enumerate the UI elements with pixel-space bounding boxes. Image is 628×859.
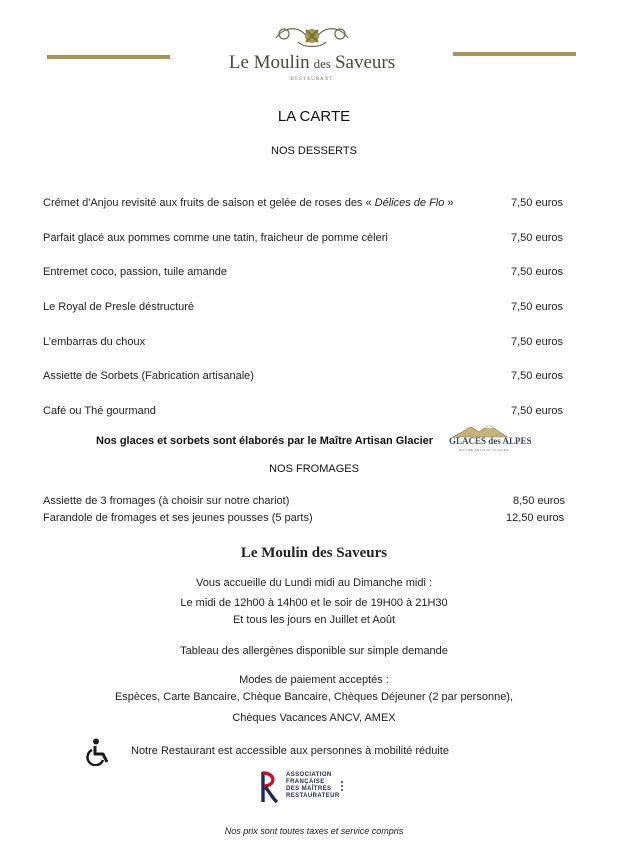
dessert-item: Entremet coco, passion, tuile amande (43, 266, 228, 278)
vertical-dots-icon (340, 780, 344, 792)
maitres-restaurateurs-logo (258, 770, 358, 804)
glaces-note: Nos glaces et sorbets sont élaborés par le Maître Artisan Glacier (96, 435, 434, 447)
dessert-item: Café ou Thé gourmand (43, 405, 156, 417)
payment-line-2: Chèques Vacances ANCV, AMEX (232, 712, 396, 724)
hours-line-2: Le midi de 12h00 à 14h00 et le soir de 19H00 à 21H30 (180, 597, 448, 609)
dessert-price: 7,50 euros (511, 197, 563, 209)
fromage-item: Assiette de 3 fromages (à choisir sur notre chariot) (43, 495, 290, 507)
fromage-price: 8,50 euros (513, 495, 565, 507)
prices-footer-note: Nos prix sont toutes taxes et service compris (224, 826, 404, 836)
dessert-item: L’embarras du choux (43, 336, 146, 348)
hours-line-3: Et tous les jours en Juillet et Août (232, 614, 396, 626)
fromage-price: 12,50 euros (506, 512, 565, 524)
hours-line-1: Vous accueille du Lundi midi au Dimanche midi : (195, 577, 433, 589)
dessert-price: 7,50 euros (511, 301, 563, 313)
dessert-item: Assiette de Sorbets (Fabrication artisanale) (43, 370, 254, 382)
accessibility-note: Notre Restaurant est accessible aux personnes à mobilité réduite (131, 745, 449, 757)
fromage-item: Farandole de fromages et ses jeunes pousses (5 parts) (43, 512, 313, 524)
page-title: LA CARTE (277, 108, 351, 125)
glaces-des-alpes-logo: GLACES des ALPES MAÎTRE ARTISAN GLACIER (449, 424, 519, 454)
right-gold-bar (453, 52, 576, 56)
restaurant-name: Le Moulin des Saveurs (240, 545, 388, 561)
association-text: ASSOCIATION FRANÇAISE DES MAÎTRES RESTAURATEUR (286, 772, 340, 799)
logo-wordmark: Le Moulin des Saveurs (228, 52, 396, 73)
dessert-price: 7,50 euros (511, 336, 563, 348)
dessert-price: 7,50 euros (511, 232, 563, 244)
desserts-heading: NOS DESSERTS (271, 145, 357, 157)
restaurant-logo (214, 20, 410, 86)
dessert-price: 7,50 euros (511, 405, 563, 417)
wheelchair-icon (86, 738, 112, 766)
maitres-restaurateurs-r-icon (258, 770, 280, 804)
payment-line-1: Espèces, Carte Bancaire, Chèque Bancaire, Chèques Déjeuner (2 par personne), (114, 691, 514, 703)
dessert-price: 7,50 euros (511, 370, 563, 382)
dessert-item: Parfait glacé aux pommes comme une tatin, fraicheur de pomme cèleri (43, 232, 388, 244)
logo-subtitle: RESTAURANT (290, 77, 334, 82)
payment-title: Modes de paiement acceptés : (239, 674, 389, 686)
dessert-item: Le Royal de Presle déstructuré (43, 301, 195, 313)
allergens-note: Tableau des allergènes disponible sur simple demande (180, 645, 448, 657)
dessert-item: Crémet d'Anjou revisité aux fruits de saison et gelée de roses des « Délices de Flo » (43, 197, 454, 209)
left-gold-bar (47, 55, 170, 59)
fromages-heading: NOS FROMAGES (269, 463, 359, 475)
dessert-price: 7,50 euros (511, 266, 563, 278)
mill-ornament-icon (214, 20, 410, 54)
